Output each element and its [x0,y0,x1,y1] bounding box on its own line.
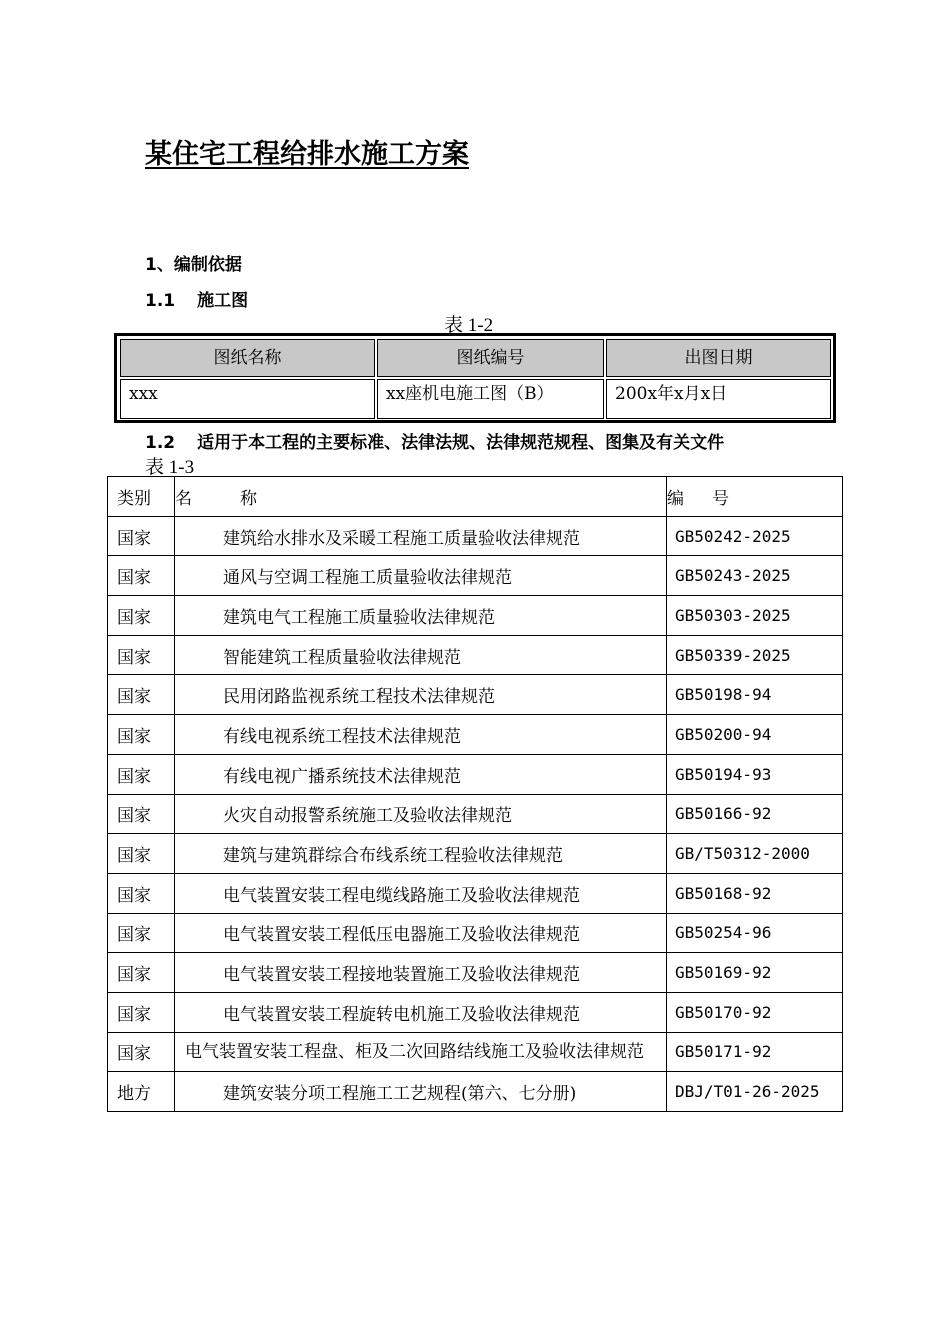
category-cell: 国家 [108,913,175,953]
header-drawing-name: 图纸名称 [120,339,375,377]
standard-code-cell: GB50170-92 [667,992,843,1032]
category-cell: 国家 [108,754,175,794]
header-name: 名 称 [175,477,667,517]
section-number: 1.2 [145,433,176,453]
table-row [108,675,843,715]
category-cell: 国家 [108,794,175,834]
table-row [108,596,843,636]
category-cell: 国家 [108,873,175,913]
table-row [108,873,843,913]
standard-code-cell: GB50166-92 [667,794,843,834]
standard-name-cell: 建筑给水排水及采暖工程施工质量验收法律规范 [175,516,667,556]
category-cell: 国家 [108,953,175,993]
standard-code-cell: GB50171-92 [667,1032,843,1072]
table-row [108,635,843,675]
section-heading-1-2 [145,428,724,453]
standard-code-cell: GB50339-2025 [667,635,843,675]
standard-name-cell: 通风与空调工程施工质量验收法律规范 [175,556,667,596]
header-code: 编 号 [667,477,843,517]
section-heading-1-1 [145,286,248,311]
standard-name-cell: 电气装置安装工程盘、柜及二次回路结线施工及验收法律规范 [175,1032,667,1072]
standard-code-cell: GB50168-92 [667,873,843,913]
standard-name-cell: 智能建筑工程质量验收法律规范 [175,635,667,675]
category-cell: 国家 [108,715,175,755]
table-row [108,715,843,755]
standard-name-cell: 建筑安装分项工程施工工艺规程(第六、七分册) [175,1072,667,1112]
category-cell: 国家 [108,635,175,675]
drawings-table [114,333,836,423]
header-category: 类别 [108,477,175,517]
table-row [108,992,843,1032]
header-drawing-number: 图纸编号 [377,339,604,377]
standard-code-cell: GB50242-2025 [667,516,843,556]
standard-code-cell: GB50198-94 [667,675,843,715]
standard-code-cell: DBJ/T01-26-2025 [667,1072,843,1112]
table-row [108,516,843,556]
standard-code-cell: GB50200-94 [667,715,843,755]
standard-code-cell: GB50254-96 [667,913,843,953]
category-cell: 国家 [108,675,175,715]
standard-name-cell: 建筑电气工程施工质量验收法律规范 [175,596,667,636]
table-1-3-caption: 表 1-3 [145,457,195,478]
category-cell: 国家 [108,556,175,596]
category-cell: 国家 [108,516,175,556]
section-title: 施工图 [197,291,249,311]
category-cell: 国家 [108,1032,175,1072]
drawing-name-cell: xxx [120,379,375,419]
standard-code-cell: GB/T50312-2000 [667,834,843,874]
standard-name-cell: 电气装置安装工程电缆线路施工及验收法律规范 [175,873,667,913]
table-row [108,913,843,953]
standard-name-cell: 有线电视系统工程技术法律规范 [175,715,667,755]
section-number: 1.1 [145,291,176,311]
category-cell: 国家 [108,596,175,636]
table-row [108,556,843,596]
table-header-row [108,477,843,517]
standard-code-cell: GB50303-2025 [667,596,843,636]
section-heading-1: 1、编制依据 [145,255,242,275]
table-row [108,754,843,794]
standard-code-cell: GB50194-93 [667,754,843,794]
standard-name-cell: 电气装置安装工程旋转电机施工及验收法律规范 [175,992,667,1032]
table-row [108,794,843,834]
table-row [108,1032,843,1072]
header-drawing-date: 出图日期 [606,339,831,377]
standards-table [107,476,843,1112]
standard-code-cell: GB50243-2025 [667,556,843,596]
standard-name-cell: 电气装置安装工程低压电器施工及验收法律规范 [175,913,667,953]
table-row [108,834,843,874]
table-row [108,1072,843,1112]
category-cell: 地方 [108,1072,175,1112]
standard-name-cell: 民用闭路监视系统工程技术法律规范 [175,675,667,715]
section-title: 适用于本工程的主要标准、法律法规、法律规范规程、图集及有关文件 [197,433,725,453]
standard-code-cell: GB50169-92 [667,953,843,993]
standard-name-cell: 火灾自动报警系统施工及验收法律规范 [175,794,667,834]
drawing-number-cell: xx座机电施工图（B） [377,379,604,419]
table-1-2-caption: 表 1-2 [444,315,494,336]
category-cell: 国家 [108,834,175,874]
drawing-date-cell: 200x年x月x日 [606,379,831,419]
table-row [108,953,843,993]
standard-name-cell: 有线电视广播系统技术法律规范 [175,754,667,794]
standard-name-cell: 电气装置安装工程接地装置施工及验收法律规范 [175,953,667,993]
category-cell: 国家 [108,992,175,1032]
document-title: 某住宅工程给排水施工方案 [145,139,469,170]
standard-name-cell: 建筑与建筑群综合布线系统工程验收法律规范 [175,834,667,874]
